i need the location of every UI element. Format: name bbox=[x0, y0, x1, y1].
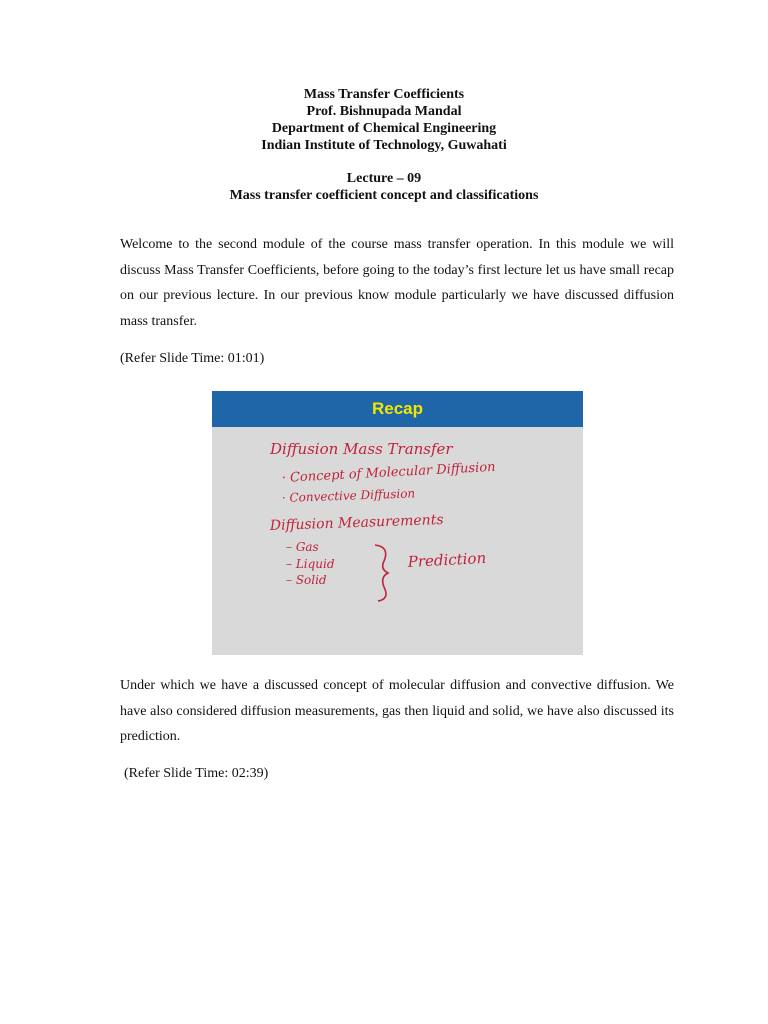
notes-bullet-convective: · Convective Diffusion bbox=[281, 486, 416, 505]
department-name: Department of Chemical Engineering bbox=[271, 121, 497, 136]
document-header bbox=[0, 86, 768, 154]
notes-prediction: Prediction bbox=[407, 548, 487, 571]
notes-heading-measurements: Diffusion Measurements bbox=[269, 511, 444, 534]
lecture-title: Mass transfer coefficient concept and classifications bbox=[229, 188, 539, 203]
slide-title: Recap bbox=[371, 399, 424, 418]
summary-paragraph: Under which we have a discussed concept of molecular diffusion and convective diffusion. We have also considered diffusion measurements, gas then liquid and solid, we have also discussed its prediction. bbox=[120, 678, 674, 744]
notes-item-gas: – Gas bbox=[286, 540, 319, 554]
handwritten-notes bbox=[212, 427, 583, 655]
recap-slide bbox=[212, 391, 583, 655]
lecture-heading bbox=[0, 170, 768, 204]
professor-name: Prof. Bishnupada Mandal bbox=[306, 104, 462, 119]
notes-item-solid: – Solid bbox=[286, 573, 327, 587]
intro-paragraph: Welcome to the second module of the course mass transfer operation. In this module we will discuss Mass Transfer Coefficients, before going to the today’s first lecture let us have small recap on our previous lecture. In our previous know module particularly we have discussed diffusion mass transfer. bbox=[120, 237, 674, 329]
notes-item-liquid: – Liquid bbox=[286, 557, 335, 571]
slide-time-ref-2: (Refer Slide Time: 02:39) bbox=[124, 766, 269, 781]
slide-time-ref: (Refer Slide Time: 01:01) bbox=[120, 351, 265, 366]
course-title: Mass Transfer Coefficients bbox=[303, 87, 465, 102]
lecture-number: Lecture – 09 bbox=[346, 171, 422, 186]
institute-name: Indian Institute of Technology, Guwahati bbox=[261, 138, 507, 153]
notes-bullet-molecular: · Concept of Molecular Diffusion bbox=[281, 459, 496, 486]
curly-brace-mark bbox=[375, 545, 388, 601]
notes-heading-diffusion: Diffusion Mass Transfer bbox=[270, 440, 453, 458]
slide-title-bar bbox=[212, 391, 583, 427]
